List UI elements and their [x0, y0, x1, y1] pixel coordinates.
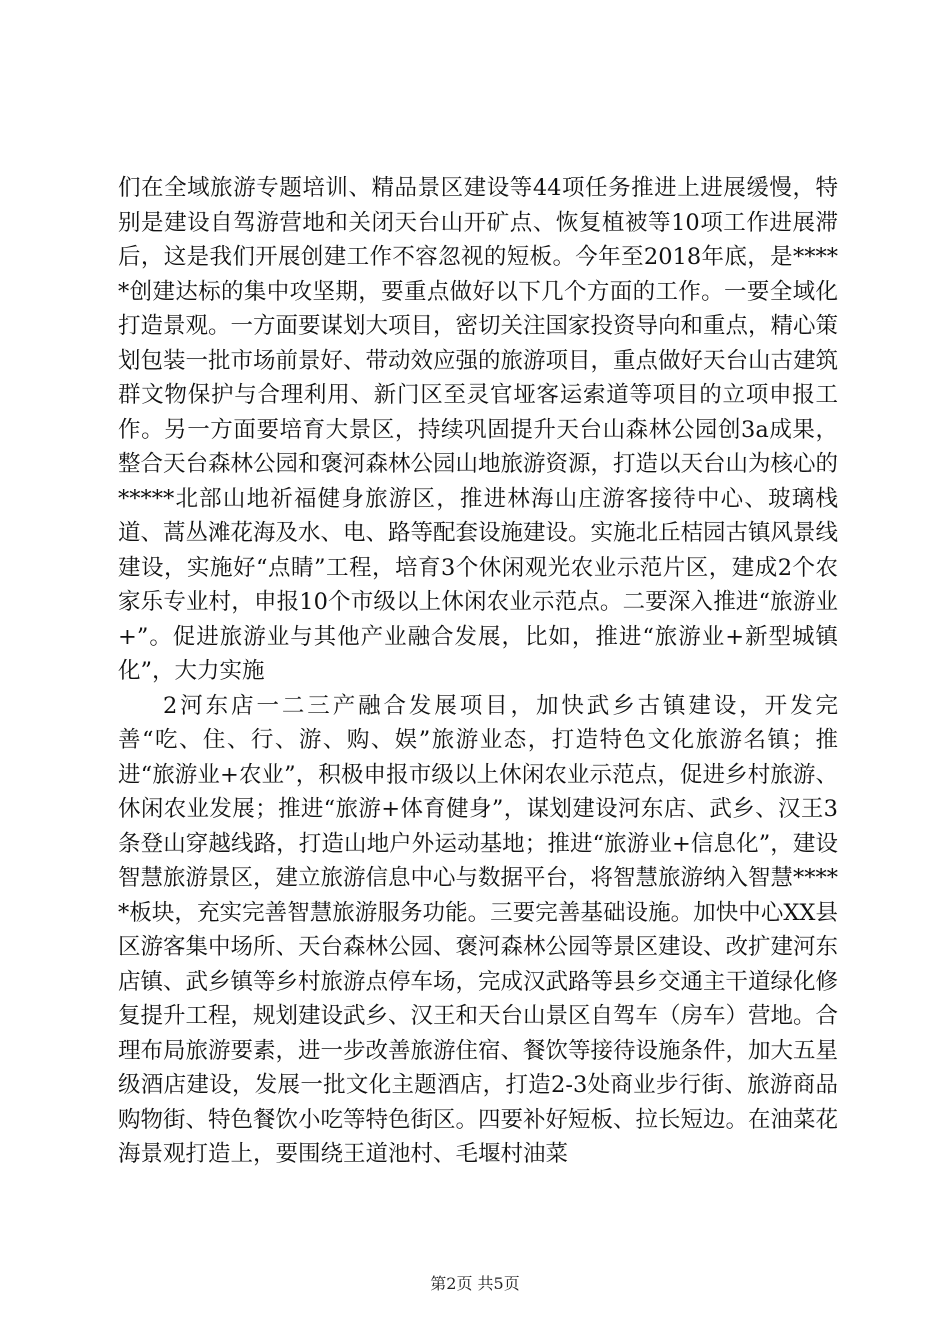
page-footer: 第2页 共5页	[430, 1274, 520, 1293]
paragraph-2: 2河东店一二三产融合发展项目，加快武乡古镇建设，开发完善“吃、住、行、游、购、娱”旅游业态，打造特色文化旅游名镇；推进“旅游业+农业”，积极申报市级以上休闲农业示范点，促进乡村旅游、休闲农业发展；推进“旅游+体育健身”，谋划建设河东店、武乡、汉王3条登山穿越线路，打造山地户外运动基地；推进“旅游业+信息化”，建设智慧旅游景区，建立旅游信息中心与数据平台，将智慧旅游纳入智慧*****板块，充实完善智慧旅游服务功能。三要完善基础设施。加快中心XX县区游客集中场所、天台森林公园、褒河森林公园等景区建设、改扩建河东店镇、武乡镇等乡村旅游点停车场，完成汉武路等县乡交通主干道绿化修复提升工程，规划建设武乡、汉王和天台山景区自驾车（房车）营地。合理布局旅游要素，进一步改善旅游住宿、餐饮等接待设施条件，加大五星级酒店建设，发展一批文化主题酒店，打造2-3处商业步行街、旅游商品购物街、特色餐饮小吃等特色街区。四要补好短板、拉长短边。在油菜花海景观打造上，要围绕王道池村、毛堰村油菜	[118, 692, 839, 1167]
document-body	[118, 171, 838, 1172]
paragraph-1: 们在全域旅游专题培训、精品景区建设等44项任务推进上进展缓慢，特别是建设自驾游营地和关闭天台山开矿点、恢复植被等10项工作进展滞后，这是我们开展创建工作不容忽视的短板。今年至2018年底，是*****创建达标的集中攻坚期，要重点做好以下几个方面的工作。一要全域化打造景观。一方面要谋划大项目，密切关注国家投资导向和重点，精心策划包装一批市场前景好、带动效应强的旅游项目，重点做好天台山古建筑群文物保护与合理利用、新门区至灵官垭客运索道等项目的立项申报工作。另一方面要培育大景区，持续巩固提升天台山森林公园创3a成果，整合天台森林公园和褒河森林公园山地旅游资源，打造以天台山为核心的*****北部山地祈福健身旅游区，推进林海山庄游客接待中心、玻璃栈道、蒿丛滩花海及水、电、路等配套设施建设。实施北丘桔园古镇风景线建设，实施好“点睛”工程，培育3个休闲观光农业示范片区，建成2个农家乐专业村，申报10个市级以上休闲农业示范点。二要深入推进“旅游业+”。促进旅游业与其他产业融合发展，比如，推进“旅游业+新型城镇化”，大力实施	[118, 175, 839, 684]
